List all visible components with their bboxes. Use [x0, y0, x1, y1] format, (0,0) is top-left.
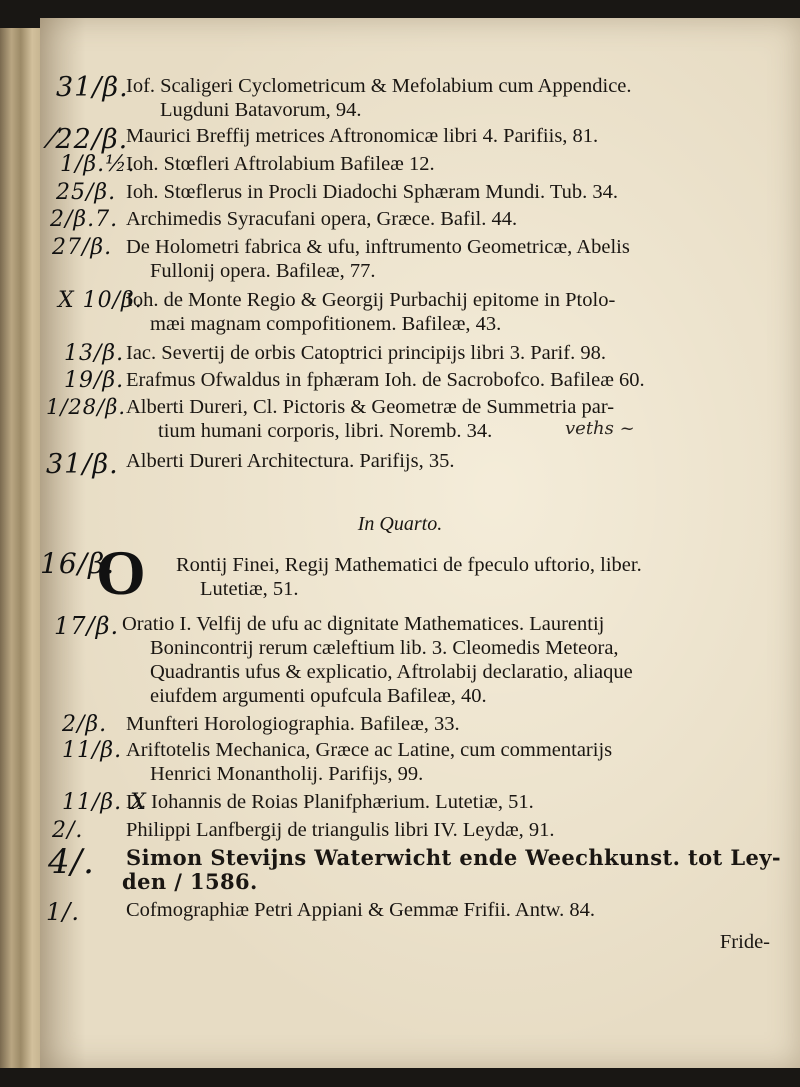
- price-mark: 27/β.: [52, 235, 113, 260]
- entry-line: Rontij Finei, Regij Mathematici de fpeculo uftorio, liber.: [176, 554, 642, 576]
- entry-line: tium humani corporis, libri. Noremb. 34.: [158, 420, 493, 442]
- entry-line: eiufdem argumenti opufcula Bafileæ, 40.: [150, 685, 487, 707]
- entry-line: Erafmus Ofwaldus in fphæram Ioh. de Sacrobofco. Bafileæ 60.: [126, 369, 645, 391]
- entry-line: Lutetiæ, 51.: [200, 578, 299, 600]
- entry-line: Iof. Scaligeri Cyclometricum & Mefolabium cum Appendice.: [126, 75, 632, 97]
- price-mark: 19/β.: [64, 368, 125, 393]
- price-mark: 17/β.: [54, 612, 120, 640]
- price-mark: 2/β.7.: [50, 207, 119, 232]
- entry-line: D. Iohannis de Roias Planifphærium. Lutetiæ, 51.: [126, 791, 534, 813]
- entry-line: Alberti Dureri, Cl. Pictoris & Geometræ de Summetria par-: [126, 396, 615, 418]
- handwritten-annotation: veths ~: [565, 418, 635, 439]
- entry-line: Simon Stevijns Waterwicht ende Weechkunst. tot Ley-: [126, 845, 781, 870]
- entry-line: De Holometri fabrica & ufu, inftrumento Geometricæ, Abelis: [126, 236, 630, 258]
- entry-line: Archimedis Syracufani opera, Græce. Bafil. 44.: [126, 208, 518, 230]
- entry-line: Henrici Monantholij. Parifijs, 99.: [150, 763, 424, 785]
- entry-line: Philippi Lanfbergij de triangulis libri IV. Leydæ, 91.: [126, 819, 555, 841]
- entry-line: mæi magnam compofitionem. Bafileæ, 43.: [150, 313, 502, 335]
- entry-line: Lugduni Batavorum, 94.: [160, 99, 362, 121]
- entry-line: Iac. Severtij de orbis Catoptrici principijs libri 3. Parif. 98.: [126, 342, 606, 364]
- price-mark: 2/β.: [62, 712, 108, 737]
- drop-capital: O: [96, 537, 146, 608]
- entry-line: Fullonij opera. Bafileæ, 77.: [150, 260, 376, 282]
- entry-line: Ioh. Stœflerus in Procli Diadochi Sphæram Mundi. Tub. 34.: [126, 181, 619, 203]
- entry-line: Bonincontrij rerum cæleftium lib. 3. Cleomedis Meteora,: [150, 637, 619, 659]
- price-mark: 1/28/β.: [46, 395, 127, 419]
- entry-line: Oratio I. Velfij de ufu ac dignitate Mathematices. Laurentij: [122, 613, 605, 635]
- price-mark: 2/.: [52, 818, 84, 843]
- price-mark: 16/β.: [40, 547, 116, 580]
- price-mark: 13/β.: [64, 341, 125, 366]
- price-mark: 4/.: [48, 842, 95, 882]
- price-mark: 31/β.: [46, 449, 119, 480]
- price-mark: 31/β.: [56, 72, 129, 103]
- price-mark: X 10/β.: [58, 288, 143, 313]
- entry-line: Ioh. Stœfleri Aftrolabium Bafileæ 12.: [126, 153, 435, 175]
- price-mark: 11/β. X: [62, 790, 147, 815]
- entry-line: Munfteri Horologiographia. Bafileæ, 33.: [126, 713, 460, 735]
- entry-line: Ioh. de Monte Regio & Georgij Purbachij epitome in Ptolo-: [126, 289, 616, 311]
- price-mark: 1/.: [46, 898, 80, 926]
- entry-line: Maurici Breffij metrices Aftronomicæ libri 4. Parifiis, 81.: [126, 125, 599, 147]
- catchword: Fride-: [719, 931, 770, 953]
- entry-line: den / 1586.: [122, 869, 258, 894]
- entry-line: Ariftotelis Mechanica, Græce ac Latine, cum commentarijs: [126, 739, 613, 761]
- price-mark: ⁄22/β.: [50, 124, 129, 155]
- entry-line: Alberti Dureri Architectura. Parifijs, 35.: [126, 450, 455, 472]
- price-mark: 25/β.: [56, 180, 117, 205]
- entry-line: Quadrantis ufus & explicatio, Aftrolabij declaratio, aliaque: [150, 661, 633, 683]
- price-mark: 11/β.: [62, 738, 123, 763]
- entry-line: Cofmographiæ Petri Appiani & Gemmæ Frifii. Antw. 84.: [126, 899, 596, 921]
- section-heading: In Quarto.: [357, 513, 443, 535]
- price-mark: 1/β.½.: [60, 152, 136, 177]
